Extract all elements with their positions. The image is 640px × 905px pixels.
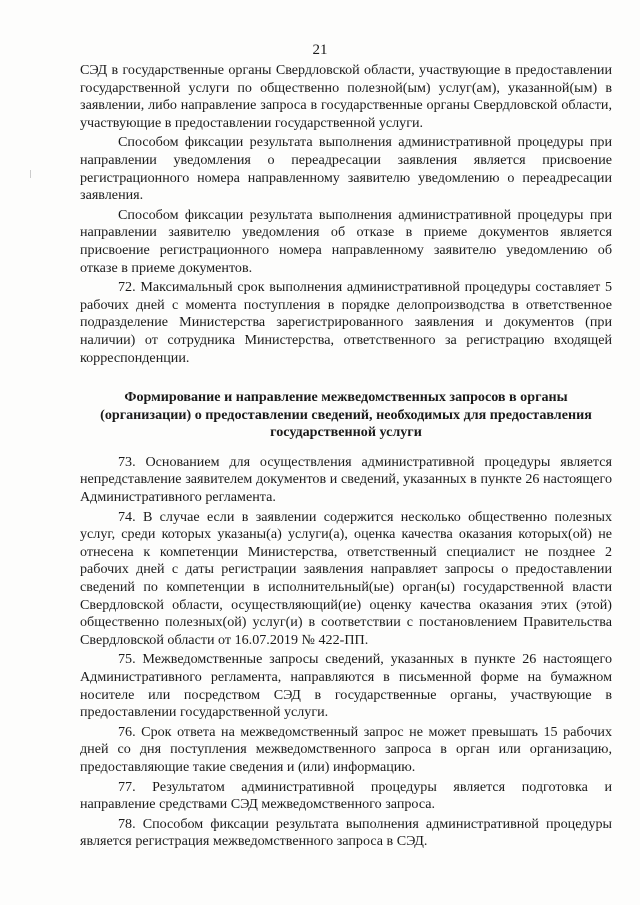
paragraph-76: 76. Срок ответа на межведомственный запрос не может превышать 15 рабочих дней со дня поступления межведомственного запроса в орган или организацию, предоставляющие такие сведения и (или) информацию.	[80, 723, 612, 775]
paragraph-73: 73. Основанием для осуществления административной процедуры является непредставление заявителем документов и сведений, указанных в пункте 26 настоящего Административного регламента.	[80, 453, 612, 506]
paragraph-75: 75. Межведомственные запросы сведений, указанных в пункте 26 настоящего Административного регламента, направляются в письменной форме на бумажном носителе или посредством СЭД в государственные органы, участвующие в предоставлении государственной услуги.	[80, 651, 612, 721]
section-heading: Формирование и направление межведомственных запросов в органы (организации) о предоставлении сведений, необходимых для предоставления государственной услуги	[100, 389, 592, 441]
paragraph-77: 77. Результатом административной процедуры является подготовка и направление средствами СЭД межведомственного запроса.	[80, 778, 612, 813]
paragraph-74: 74. В случае если в заявлении содержится несколько общественно полезных услуг, среди которых указаны(а) услуги(а), оценка качества оказания которых(ой) не отнесена к компетенции Министерства, ответственный специалист не позднее 2 рабочих дней с даты регистрации заявления направляет запросы о предоставлении сведений по компетенции в исполнительный(ые) орган(ы) государственной власти Свердловской области, осуществляющий(ие) оценку качества оказания этих (этой) общественно полезных(ой) услуг(и) в соответствии с постановлением Правительства Свердловской области от 16.07.2019 № 422-ПП.	[80, 508, 612, 648]
page-number: 21	[312, 42, 328, 58]
scan-mark	[30, 170, 31, 178]
paragraph-fixation-refusal: Способом фиксации результата выполнения административной процедуры при направлении заявителю уведомления об отказе в приеме документов является присвоение регистрационного номера направленному заявителю уведомлению об отказе в приеме документов.	[80, 206, 612, 276]
paragraph-72: 72. Максимальный срок выполнения административной процедуры составляет 5 рабочих дней с момента поступления в порядке делопроизводства в ответственное подразделение Министерства зарегистрированного заявления и документов (при наличии) от сотрудника Министерства, ответственного за регистрацию входящей корреспонденции.	[80, 279, 612, 366]
paragraph-continuation: СЭД в государственные органы Свердловской области, участвующие в предоставлении государственной услуги по общественно полезной(ым) услуг(ам), указанной(ым) в заявлении, либо направление запроса в государственные органы Свердловской области, участвующие в предоставлении государственной услуги.	[80, 62, 612, 131]
paragraph-fixation-redirect: Способом фиксации результата выполнения административной процедуры при направлении уведомления о переадресации заявления является присвоение регистрационного номера направленному заявителю уведомлению о переадресации заявления.	[80, 134, 612, 204]
document-body	[80, 62, 612, 851]
paragraph-78: 78. Способом фиксации результата выполнения административной процедуры является регистрация межведомственного запроса в СЭД.	[80, 815, 612, 850]
